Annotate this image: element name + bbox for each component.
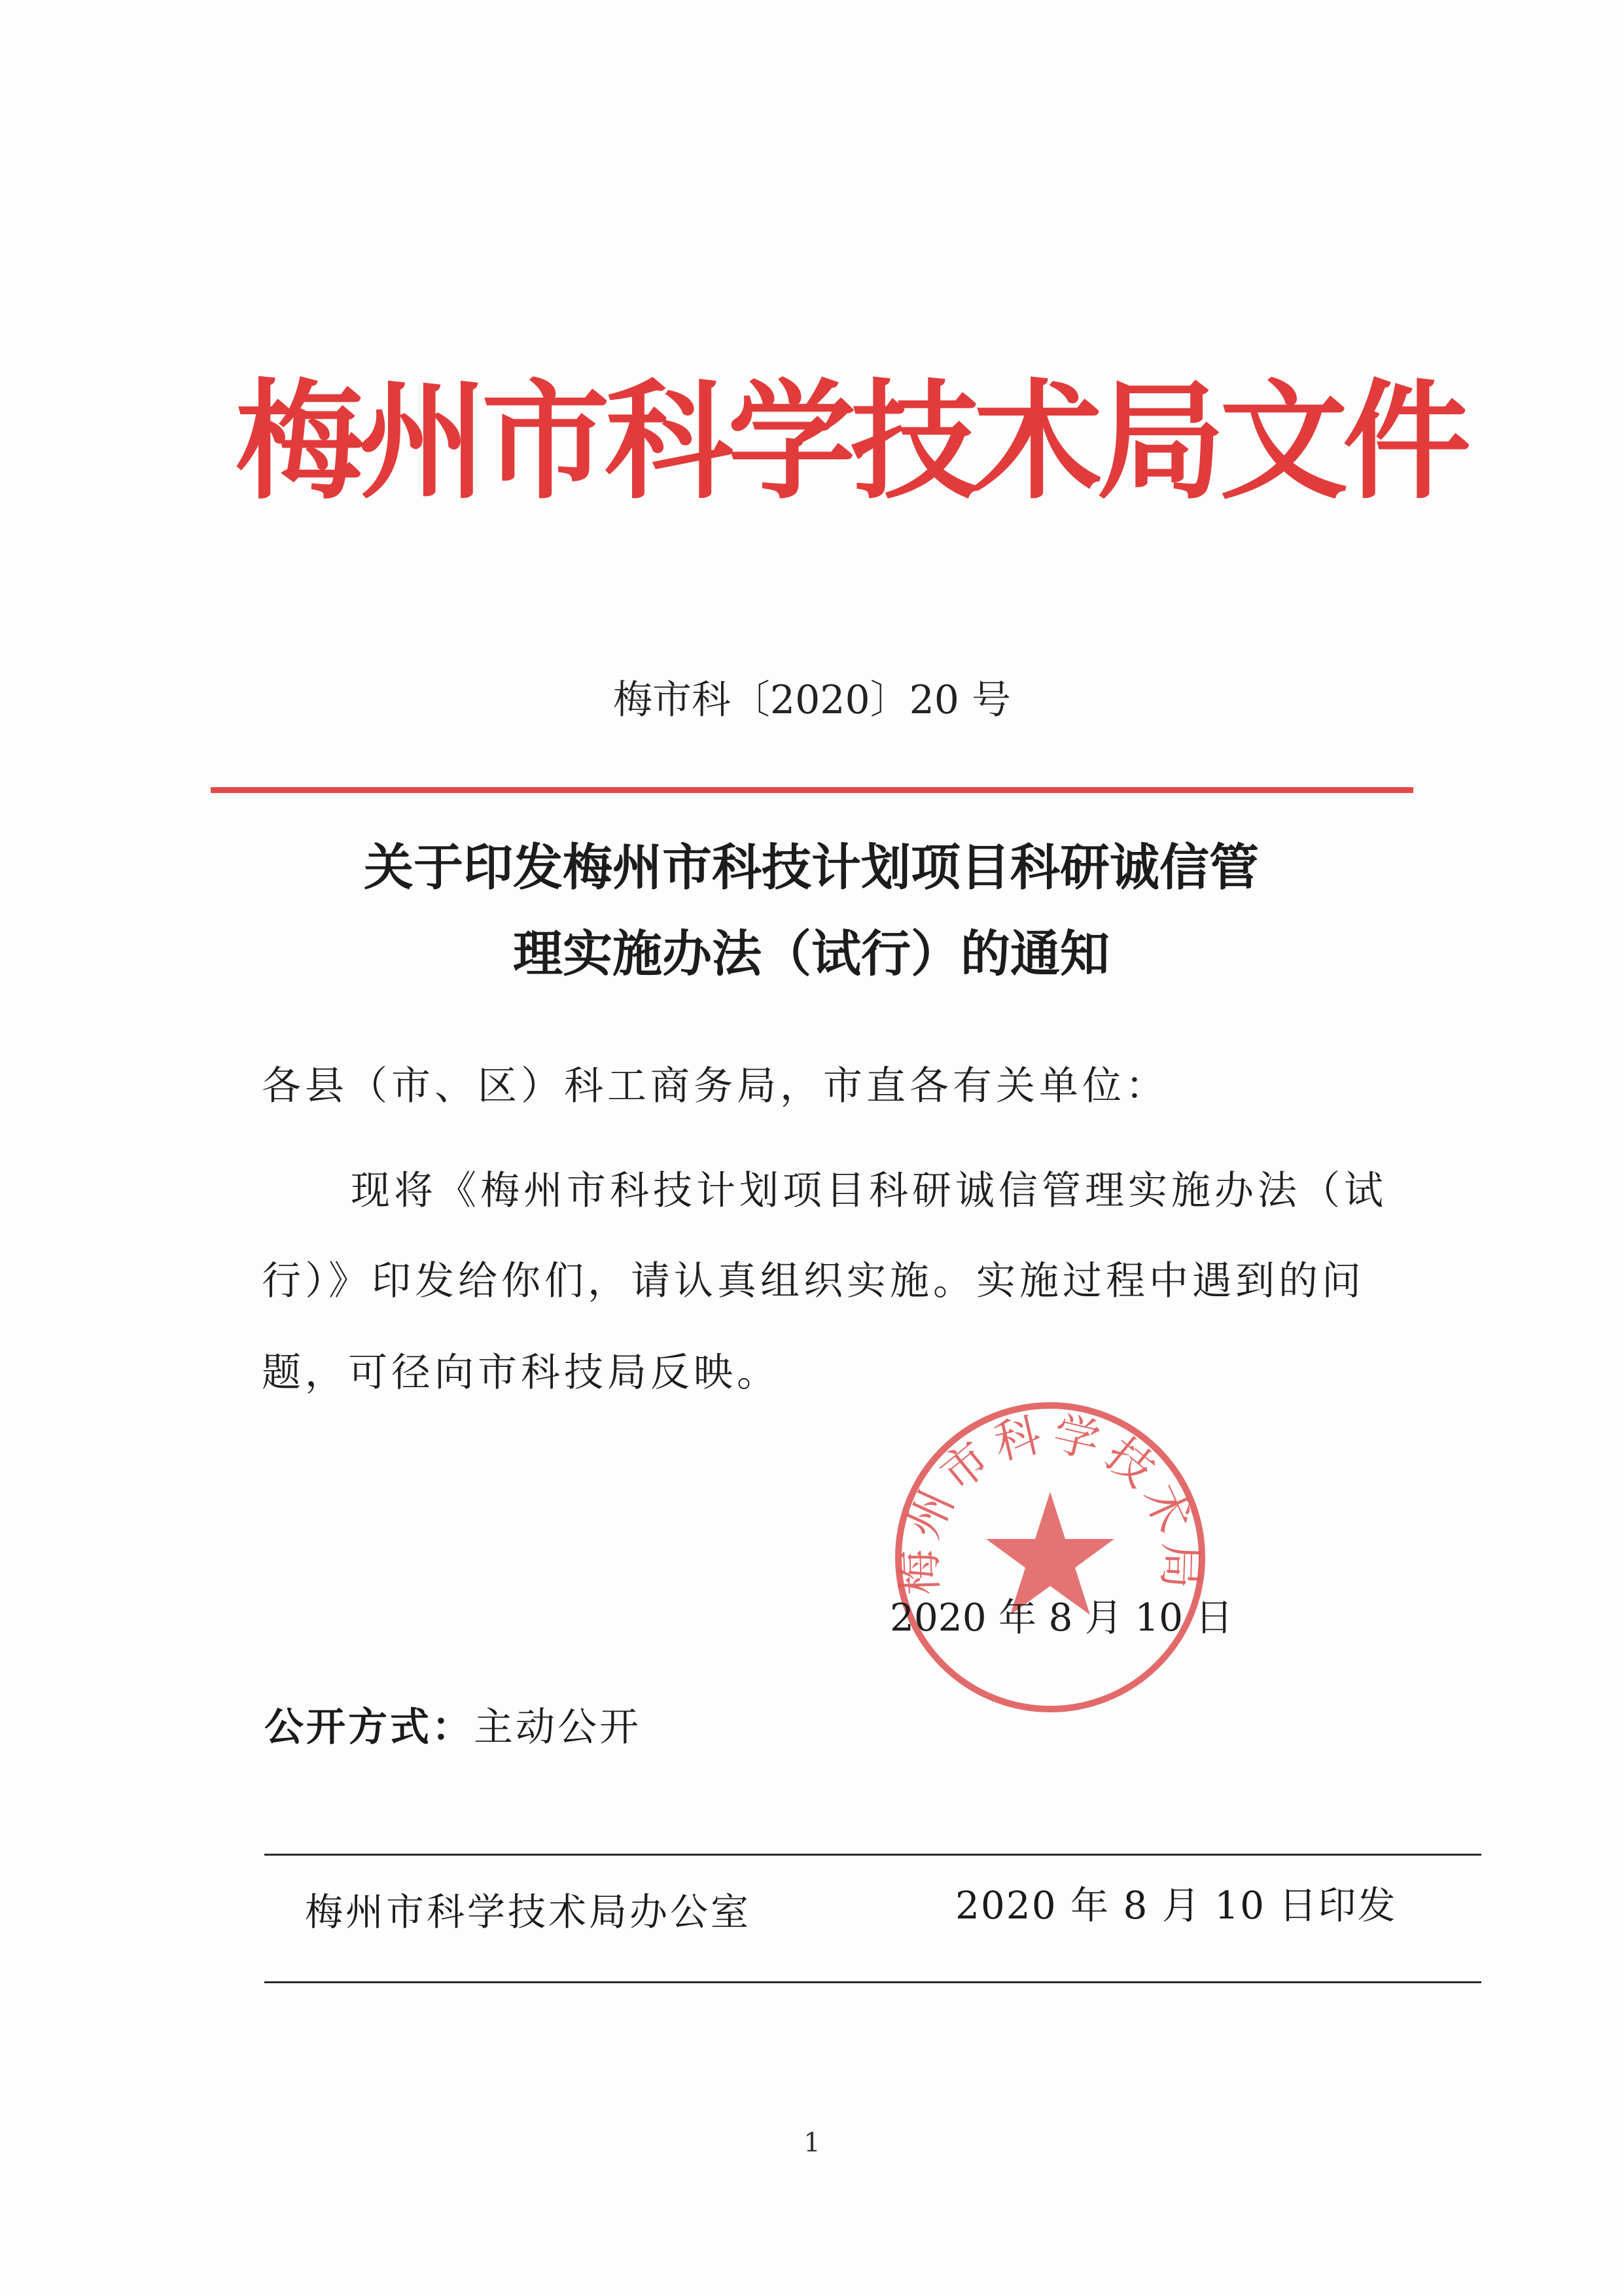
notice-title-line-1: 关于印发梅州市科技计划项目科研诚信管 [364,838,1259,896]
disclosure-label: 公开方式： [264,1704,474,1750]
red-divider [211,787,1413,793]
page-number: 1 [803,2128,821,2158]
masthead-title: 梅州市科学技术局文件 [236,366,1466,517]
footer-rule-bottom [264,1981,1481,1983]
addressee: 各县（市、区）科工商务局，市直各有关单位： [262,1063,1169,1109]
footer-issuing-office: 梅州市科学技术局办公室 [305,1890,752,1934]
body-paragraph-line: 现将《梅州市科技计划项目科研诚信管理实施办法（试 [351,1168,1387,1214]
footer-rule-top [264,1854,1481,1856]
disclosure-value: 主动公开 [474,1704,641,1750]
official-seal [887,1394,1214,1721]
document-number: 梅市科〔2020〕20 号 [612,677,1012,723]
footer-print-date: 2020 年 8 月 10 日印发 [955,1883,1397,1928]
seal-text: 梅州市科学技术局 [892,1406,1209,1597]
disclosure-method [264,1701,641,1754]
signature-date: 2020 年 8 月 10 日 [890,1595,1233,1640]
body-paragraph-line: 行）》印发给你们，请认真组织实施。实施过程中遇到的问 [262,1258,1365,1304]
body-paragraph-line: 题，可径向市科技局反映。 [262,1350,780,1396]
notice-title-line-2: 理实施办法（试行）的通知 [513,925,1110,983]
